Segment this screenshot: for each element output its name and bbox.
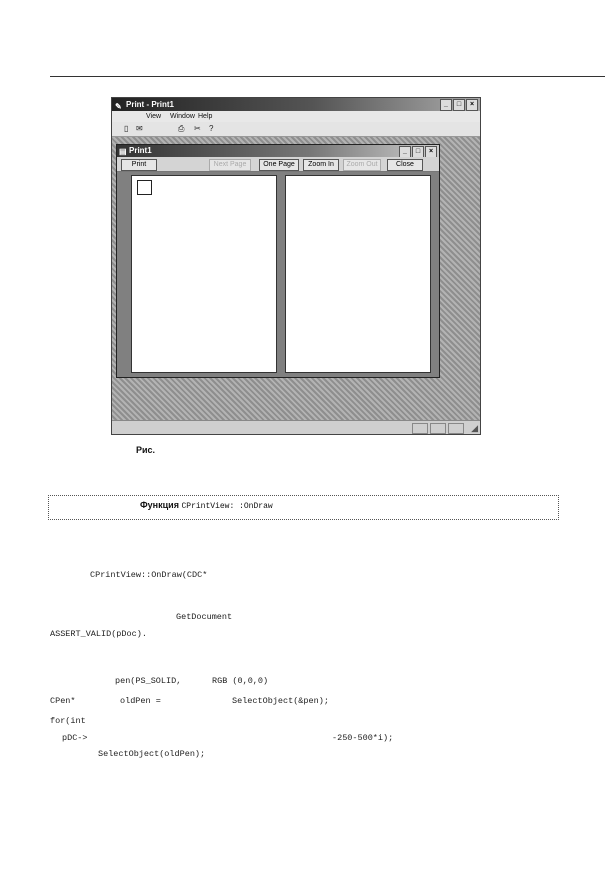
preview-toolbar <box>117 157 439 172</box>
print-preview-window <box>116 144 440 378</box>
code-line: CPrintView::OnDraw(CDC* <box>90 570 208 580</box>
preview-page-right <box>285 175 431 373</box>
code-line: GetDocument <box>176 612 233 622</box>
code-line: CPen* <box>50 696 76 706</box>
print-button[interactable]: Print <box>121 159 157 171</box>
screenshot-figure <box>111 97 481 435</box>
mdi-workspace <box>112 137 480 434</box>
code-line: SelectObject(oldPen); <box>98 749 206 759</box>
resize-grip-icon[interactable]: ◢ <box>471 423 478 433</box>
new-file-icon[interactable]: ▯ <box>124 124 129 133</box>
preview-page-left <box>131 175 277 373</box>
drawn-square <box>137 180 152 195</box>
preview-maximize-button[interactable]: □ <box>412 146 424 158</box>
code-line: pDC-> <box>62 733 88 743</box>
print-icon[interactable]: ⎙ <box>178 124 185 133</box>
preview-close-button[interactable]: × <box>425 146 437 158</box>
listing-label-code: CPrintView: :OnDraw <box>181 502 273 511</box>
open-icon[interactable]: ✉ <box>136 124 143 133</box>
minimize-button[interactable]: _ <box>440 99 452 111</box>
status-cell <box>430 423 446 434</box>
preview-title: Print1 <box>129 146 152 155</box>
code-line: for(int <box>50 716 86 726</box>
figure-caption: Рис. <box>136 445 156 455</box>
maximize-button[interactable]: □ <box>453 99 465 111</box>
zoom-out-button[interactable]: Zoom Out <box>343 159 381 171</box>
code-line: ASSERT_VALID(pDoc). <box>50 629 147 639</box>
zoom-in-button[interactable]: Zoom In <box>303 159 339 171</box>
status-cell <box>448 423 464 434</box>
listing-header <box>140 500 273 511</box>
app-icon: ✎ <box>115 102 122 111</box>
doc-icon: ▤ <box>119 147 127 156</box>
code-line: oldPen = <box>120 696 161 706</box>
top-rule <box>50 76 605 77</box>
menu-help[interactable]: Help <box>198 113 213 120</box>
menu-window[interactable]: Window <box>170 113 195 120</box>
cut-icon[interactable]: ✂ <box>194 124 201 133</box>
menu-bar <box>112 111 480 122</box>
listing-header-box <box>48 495 559 520</box>
listing-label-word: Функция <box>140 500 179 510</box>
code-line: -250-500*i); <box>332 733 394 743</box>
one-page-button[interactable]: One Page <box>259 159 299 171</box>
help-icon[interactable]: ? <box>209 124 214 133</box>
code-line: RGB (0,0,0) <box>212 676 269 686</box>
status-cell <box>412 423 428 434</box>
code-line: pen(PS_SOLID, <box>115 676 182 686</box>
close-preview-button[interactable]: Close <box>387 159 423 171</box>
code-line: SelectObject(&pen); <box>232 696 329 706</box>
app-title: Print - Print1 <box>126 100 175 109</box>
app-title-bar <box>112 98 480 111</box>
close-button[interactable]: × <box>466 99 478 111</box>
next-page-button[interactable]: Next Page <box>209 159 251 171</box>
menu-view[interactable]: View <box>146 113 162 120</box>
status-bar <box>112 420 480 435</box>
toolbar <box>112 122 480 137</box>
preview-title-bar <box>117 145 439 157</box>
preview-minimize-button[interactable]: _ <box>399 146 411 158</box>
